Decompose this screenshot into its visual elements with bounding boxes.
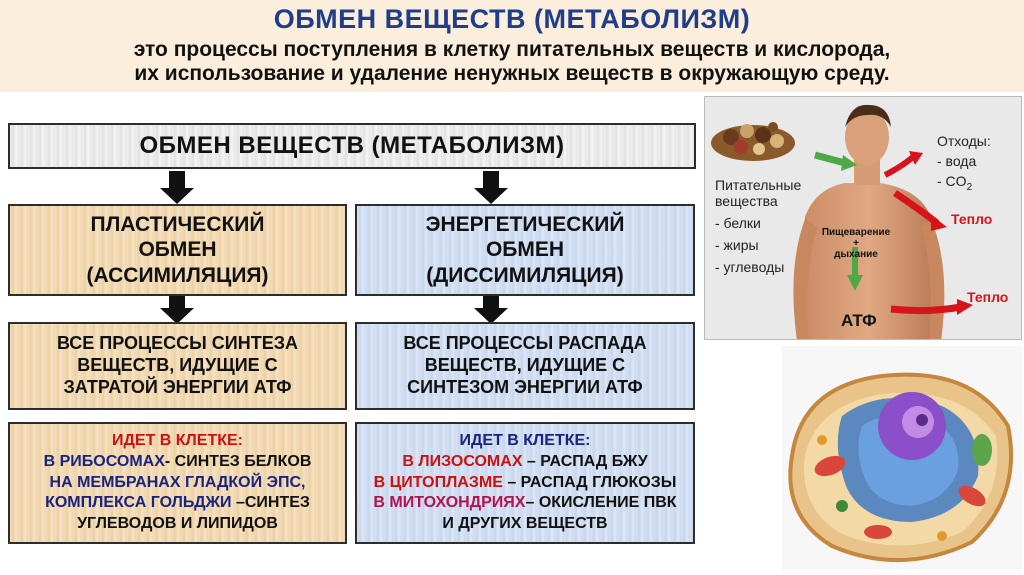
- arrow-down-icon: [474, 296, 508, 324]
- nutrients-title: Питательные: [715, 177, 802, 193]
- energy-subtitle: ОБМЕН: [485, 238, 565, 262]
- nutrients-subtitle: вещества: [715, 193, 778, 209]
- plastic-desc-line: ВСЕ ПРОЦЕССЫ СИНТЕЗА: [56, 333, 298, 354]
- mitochondria-label: В МИТОХОНДРИЯХ: [373, 494, 526, 512]
- location-text: – РАСПАД ГЛЮКОЗЫ: [502, 473, 677, 491]
- cytoplasm-label: В ЦИТОПЛАЗМЕ: [373, 473, 503, 491]
- process-plus: +: [853, 238, 859, 249]
- waste-item: - вода: [937, 153, 977, 169]
- arrow-down-icon: [474, 171, 508, 204]
- plastic-location-title: ИДЕТ В КЛЕТКЕ:: [112, 432, 243, 449]
- nutrient-item: - углеводы: [715, 259, 785, 275]
- animal-cell-icon: [782, 346, 1022, 570]
- location-text: И ДРУГИХ ВЕЩЕСТВ: [442, 515, 608, 533]
- definition-line-2: их использование и удаление ненужных веществ в окружающую среду.: [134, 62, 890, 85]
- energy-exchange-box: [355, 204, 695, 296]
- plastic-assimilation: (АССИМИЛЯЦИЯ): [86, 263, 269, 287]
- location-text: –СИНТЕЗ: [231, 494, 310, 512]
- energy-desc-line: ВСЕ ПРОЦЕССЫ РАСПАДА: [403, 333, 647, 354]
- co2-subscript: 2: [966, 181, 973, 193]
- plastic-subtitle: ОБМЕН: [138, 238, 217, 262]
- energy-desc-line: ВЕЩЕСТВ, ИДУЩИЕ С: [424, 355, 626, 376]
- ribosome-label: В РИБОСОМАХ: [43, 452, 165, 470]
- plastic-description-box: [8, 322, 347, 410]
- location-text: УГЛЕВОДОВ И ЛИПИДОВ: [77, 515, 278, 533]
- energy-location-title: ИДЕТ В КЛЕТКЕ:: [459, 432, 591, 449]
- nutrient-item: - белки: [715, 215, 761, 231]
- location-text: - СИНТЕЗ БЕЛКОВ: [164, 452, 312, 470]
- location-text: – ОКИСЛЕНИЕ ПВК: [525, 494, 677, 512]
- metabolism-band-label: ОБМЕН ВЕЩЕСТВ (МЕТАБОЛИЗМ): [139, 132, 565, 160]
- energy-title: ЭНЕРГЕТИЧЕСКИЙ: [425, 212, 625, 236]
- smooth-er-label: НА МЕМБРАНАХ ГЛАДКОЙ ЭПС,: [49, 473, 306, 491]
- arrow-down-icon: [160, 171, 194, 204]
- location-text: – РАСПАД БЖУ: [522, 452, 648, 470]
- process-label: дыхание: [834, 249, 878, 260]
- page-title: ОБМЕН ВЕЩЕСТВ (МЕТАБОЛИЗМ): [273, 4, 751, 34]
- golgi-label: КОМПЛЕКСА ГОЛЬДЖИ: [45, 494, 232, 512]
- plastic-desc-line: ЗАТРАТОЙ ЭНЕРГИИ АТФ: [63, 376, 292, 397]
- cell-illustration: [782, 346, 1022, 570]
- energy-dissimilation: (ДИССИМИЛЯЦИЯ): [426, 263, 624, 287]
- metabolism-band: [8, 123, 696, 169]
- waste-title: Отходы:: [937, 133, 991, 149]
- plastic-desc-line: ВЕЩЕСТВ, ИДУЩИЕ С: [77, 355, 278, 376]
- nutrient-item: - жиры: [715, 237, 759, 253]
- energy-location-box: [355, 422, 695, 544]
- plastic-title: ПЛАСТИЧЕСКИЙ: [90, 212, 265, 236]
- waste-item: - CO: [937, 173, 967, 189]
- arrow-down-icon: [160, 296, 194, 324]
- heat-label: Тепло: [967, 289, 1009, 305]
- body-metabolism-illustration: [704, 96, 1022, 340]
- lysosome-label: В ЛИЗОСОМАХ: [402, 452, 523, 470]
- plastic-exchange-box: [8, 204, 347, 296]
- plastic-location-box: [8, 422, 347, 544]
- definition-line-1: это процессы поступления в клетку питательных веществ и кислорода,: [133, 38, 891, 61]
- atp-label: АТФ: [841, 311, 877, 330]
- energy-description-box: [355, 322, 695, 410]
- heat-label: Тепло: [951, 211, 993, 227]
- process-label: Пищеварение: [821, 227, 891, 238]
- energy-desc-line: СИНТЕЗОМ ЭНЕРГИИ АТФ: [407, 376, 643, 397]
